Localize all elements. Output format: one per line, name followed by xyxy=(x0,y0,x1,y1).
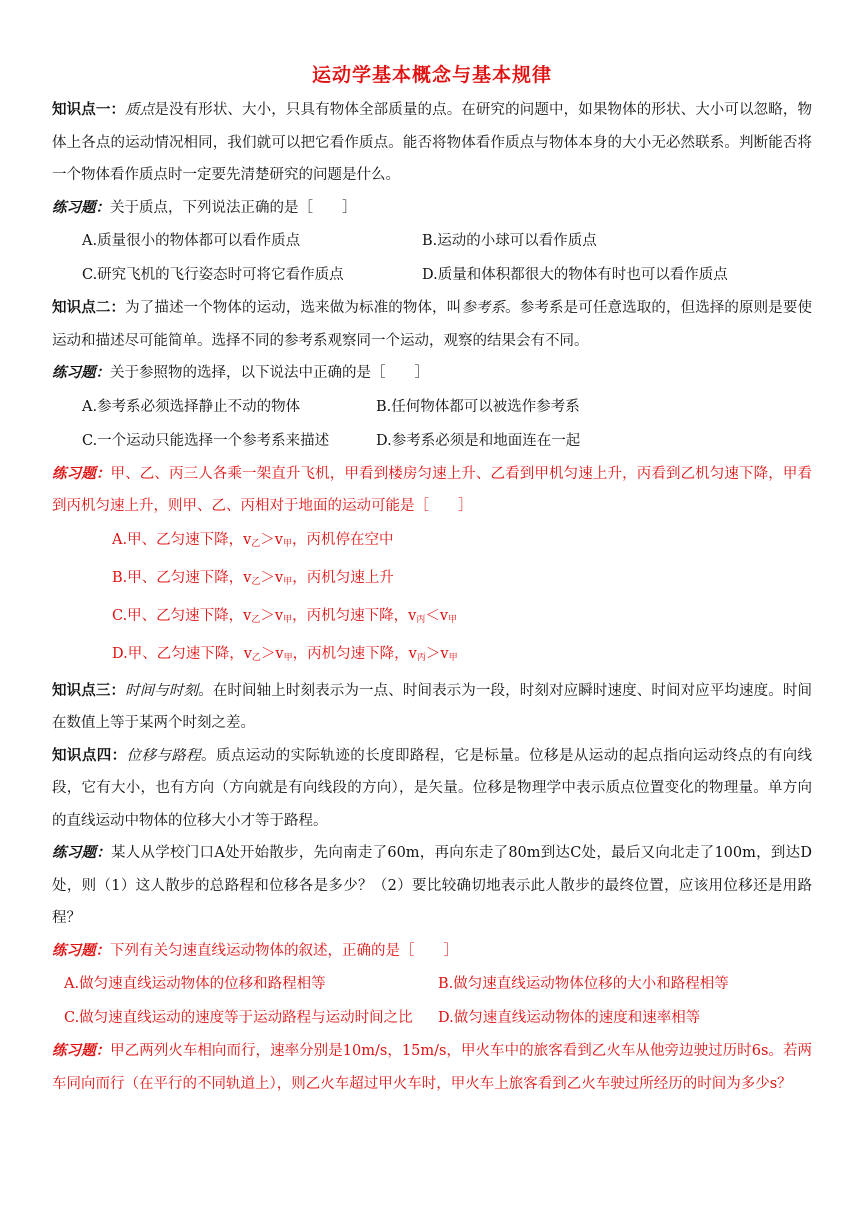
ex3-d-sub1: 乙 xyxy=(251,652,261,663)
knowledge-point-2 xyxy=(52,292,812,357)
ex1-option-d: D.质量和体积都很大的物体有时也可以看作质点 xyxy=(422,267,728,283)
ex1-option-a: A.质量很小的物体都可以看作质点 xyxy=(82,233,301,249)
kp1-text: 是没有形状、大小，只具有物体全部质量的点。在研究的问题中，如果物体的形状、大小可以忽略，物体上各点的运动情况相同，我们就可以把它看作质点。能否将物体看作质点与物体本身的大小无必然联系。判断能否将一个物体看作质点时一定要先清楚研究的问题是什么。 xyxy=(52,102,813,183)
kp1-label: 知识点一： xyxy=(52,102,126,118)
ex5-question: 下列有关匀速直线运动物体的叙述，正确的是［ ］ xyxy=(110,942,458,959)
ex3-b-suffix: ，丙机匀速上升 xyxy=(292,569,394,586)
kp2-text-after: 。参考系是可任意选取的，但选择的原则是要使运动和描述尽可能简单。选择不同的参考系观察同一个运动，观察的结果会有不同。 xyxy=(52,300,813,349)
ex5-label: 练习题： xyxy=(52,942,110,959)
kp3-label: 知识点三： xyxy=(52,682,126,699)
exercise-2 xyxy=(52,357,812,390)
exercise-3 xyxy=(52,458,812,523)
ex2-label: 练习题： xyxy=(52,365,110,381)
ex2-option-b: B.任何物体都可以被选作参考系 xyxy=(376,398,580,415)
ex3-c-sub3: 丙 xyxy=(416,614,426,625)
ex1-option-c: C.研究飞机的飞行姿态时可将它看作质点 xyxy=(82,267,344,283)
ex3-c-sub2: 甲 xyxy=(283,614,293,625)
ex2-question: 关于参照物的选择，以下说法中正确的是［ ］ xyxy=(110,365,429,381)
ex3-b-prefix: B.甲、乙匀速下降，v xyxy=(112,569,252,586)
ex3-d-suffix: ，丙机匀速下降，v xyxy=(292,645,417,662)
ex6-question: 甲乙两列火车相向而行，速率分别是10m/s，15m/s，甲火车中的旅客看到乙火车从他旁边驶过历时6s。若两车同向而行（在平行的不同轨道上），则乙火车超过甲火车时，甲火车上旅客看到乙火车驶过所经历的时间为多少s？ xyxy=(52,1043,813,1092)
ex3-c-sub4: 甲 xyxy=(448,614,458,625)
ex3-b-sub2: 甲 xyxy=(283,576,293,587)
ex5-option-a: A.做匀速直线运动物体的位移和路程相等 xyxy=(64,976,326,992)
ex5-options xyxy=(52,967,812,1035)
ex3-option-b xyxy=(112,561,812,599)
kp2-text-before: 为了描述一个物体的运动，选来做为标准的物体，叫 xyxy=(125,300,462,316)
ex2-option-d: D.参考系必须是和地面连在一起 xyxy=(376,432,581,449)
ex4-question: 某人从学校门口A处开始散步，先向南走了60m，再向东走了80m到达C处，最后又向北走了100m，到达D处，则（1）这人散步的总路程和位移各是多少？（2）要比较确切地表示此人散步的最终位置，应该用位移还是用路程？ xyxy=(52,845,813,926)
kp1-term: 质点 xyxy=(125,102,155,118)
exercise-4 xyxy=(52,837,812,935)
ex3-a-suffix: ，丙机停在空中 xyxy=(292,531,394,548)
ex3-d-prefix: D.甲、乙匀速下降，v xyxy=(112,645,252,662)
ex1-question: 关于质点，下列说法正确的是［ ］ xyxy=(110,199,357,216)
ex3-option-c xyxy=(112,599,812,637)
knowledge-point-3 xyxy=(52,675,812,740)
ex2-option-a: A.参考系必须选择静止不动的物体 xyxy=(82,398,301,415)
kp2-label: 知识点二： xyxy=(52,300,126,316)
exercise-6 xyxy=(52,1035,812,1100)
kp4-term: 位移与路程 xyxy=(126,747,202,764)
document-page xyxy=(52,58,812,1100)
exercise-5 xyxy=(52,935,812,968)
ex6-label: 练习题： xyxy=(52,1043,111,1059)
ex3-a-sub2: 甲 xyxy=(283,538,293,549)
kp3-text: 。在时间轴上时刻表示为一点、时间表示为一段，时刻对应瞬时速度、时间对应平均速度。时间在数值上等于某两个时刻之差。 xyxy=(52,682,813,731)
ex3-b-sub1: 乙 xyxy=(251,576,261,587)
ex1-label: 练习题： xyxy=(52,199,110,216)
ex4-label: 练习题： xyxy=(52,845,112,861)
ex3-options xyxy=(52,523,812,675)
knowledge-point-1 xyxy=(52,94,812,192)
ex3-c-sub1: 乙 xyxy=(251,614,261,625)
ex3-a-mid: ＞v xyxy=(260,531,283,548)
ex5-option-b: B.做匀速直线运动物体位移的大小和路程相等 xyxy=(438,976,729,992)
ex3-d-mid: ＞v xyxy=(260,645,284,662)
ex3-d-sub3: 丙 xyxy=(416,652,426,663)
ex3-a-sub1: 乙 xyxy=(251,538,261,549)
ex3-c-end: ＜v xyxy=(425,607,449,624)
ex3-c-suffix: ，丙机匀速下降，v xyxy=(292,607,417,624)
document-title: 运动学基本概念与基本规律 xyxy=(311,64,552,86)
ex3-d-sub4: 甲 xyxy=(448,652,458,663)
kp3-term: 时间与时刻 xyxy=(125,682,199,699)
ex2-options xyxy=(52,390,812,458)
ex3-c-mid: ＞v xyxy=(260,607,284,624)
ex3-b-mid: ＞v xyxy=(260,569,284,586)
ex1-option-b: B.运动的小球可以看作质点 xyxy=(422,233,597,249)
kp4-text: 。质点运动的实际轨迹的长度即路程，它是标量。位移是从运动的起点指向运动终点的有向线段，它有大小，也有方向（方向就是有向线段的方向），是矢量。位移是物理学中表示质点位置变化的物理量。单方向的直线运动中物体的位移大小才等于路程。 xyxy=(52,747,813,829)
ex5-option-d: D.做匀速直线运动物体的速度和速率相等 xyxy=(438,1010,701,1026)
ex2-option-c: C.一个运动只能选择一个参考系来描述 xyxy=(82,432,330,449)
ex5-option-c: C.做匀速直线运动的速度等于运动路程与运动时间之比 xyxy=(64,1010,413,1026)
ex3-question: 甲、乙、丙三人各乘一架直升飞机，甲看到楼房匀速上升、乙看到甲机匀速上升，丙看到乙机匀速下降，甲看到丙机匀速上升，则甲、乙、丙相对于地面的运动可能是［ ］ xyxy=(52,465,813,514)
ex3-option-d xyxy=(112,637,812,675)
kp4-label: 知识点四： xyxy=(52,747,127,764)
ex3-label: 练习题： xyxy=(52,465,111,482)
ex3-a-prefix: A.甲、乙匀速下降，v xyxy=(112,531,252,548)
knowledge-point-4 xyxy=(52,740,812,838)
kp2-term: 参考系 xyxy=(461,300,506,316)
ex3-c-prefix: C.甲、乙匀速下降，v xyxy=(112,607,252,624)
ex3-option-a xyxy=(112,523,812,561)
exercise-1 xyxy=(52,192,812,225)
ex3-d-end: ＞v xyxy=(425,645,449,662)
ex1-options xyxy=(52,224,812,292)
ex3-d-sub2: 甲 xyxy=(283,652,293,663)
